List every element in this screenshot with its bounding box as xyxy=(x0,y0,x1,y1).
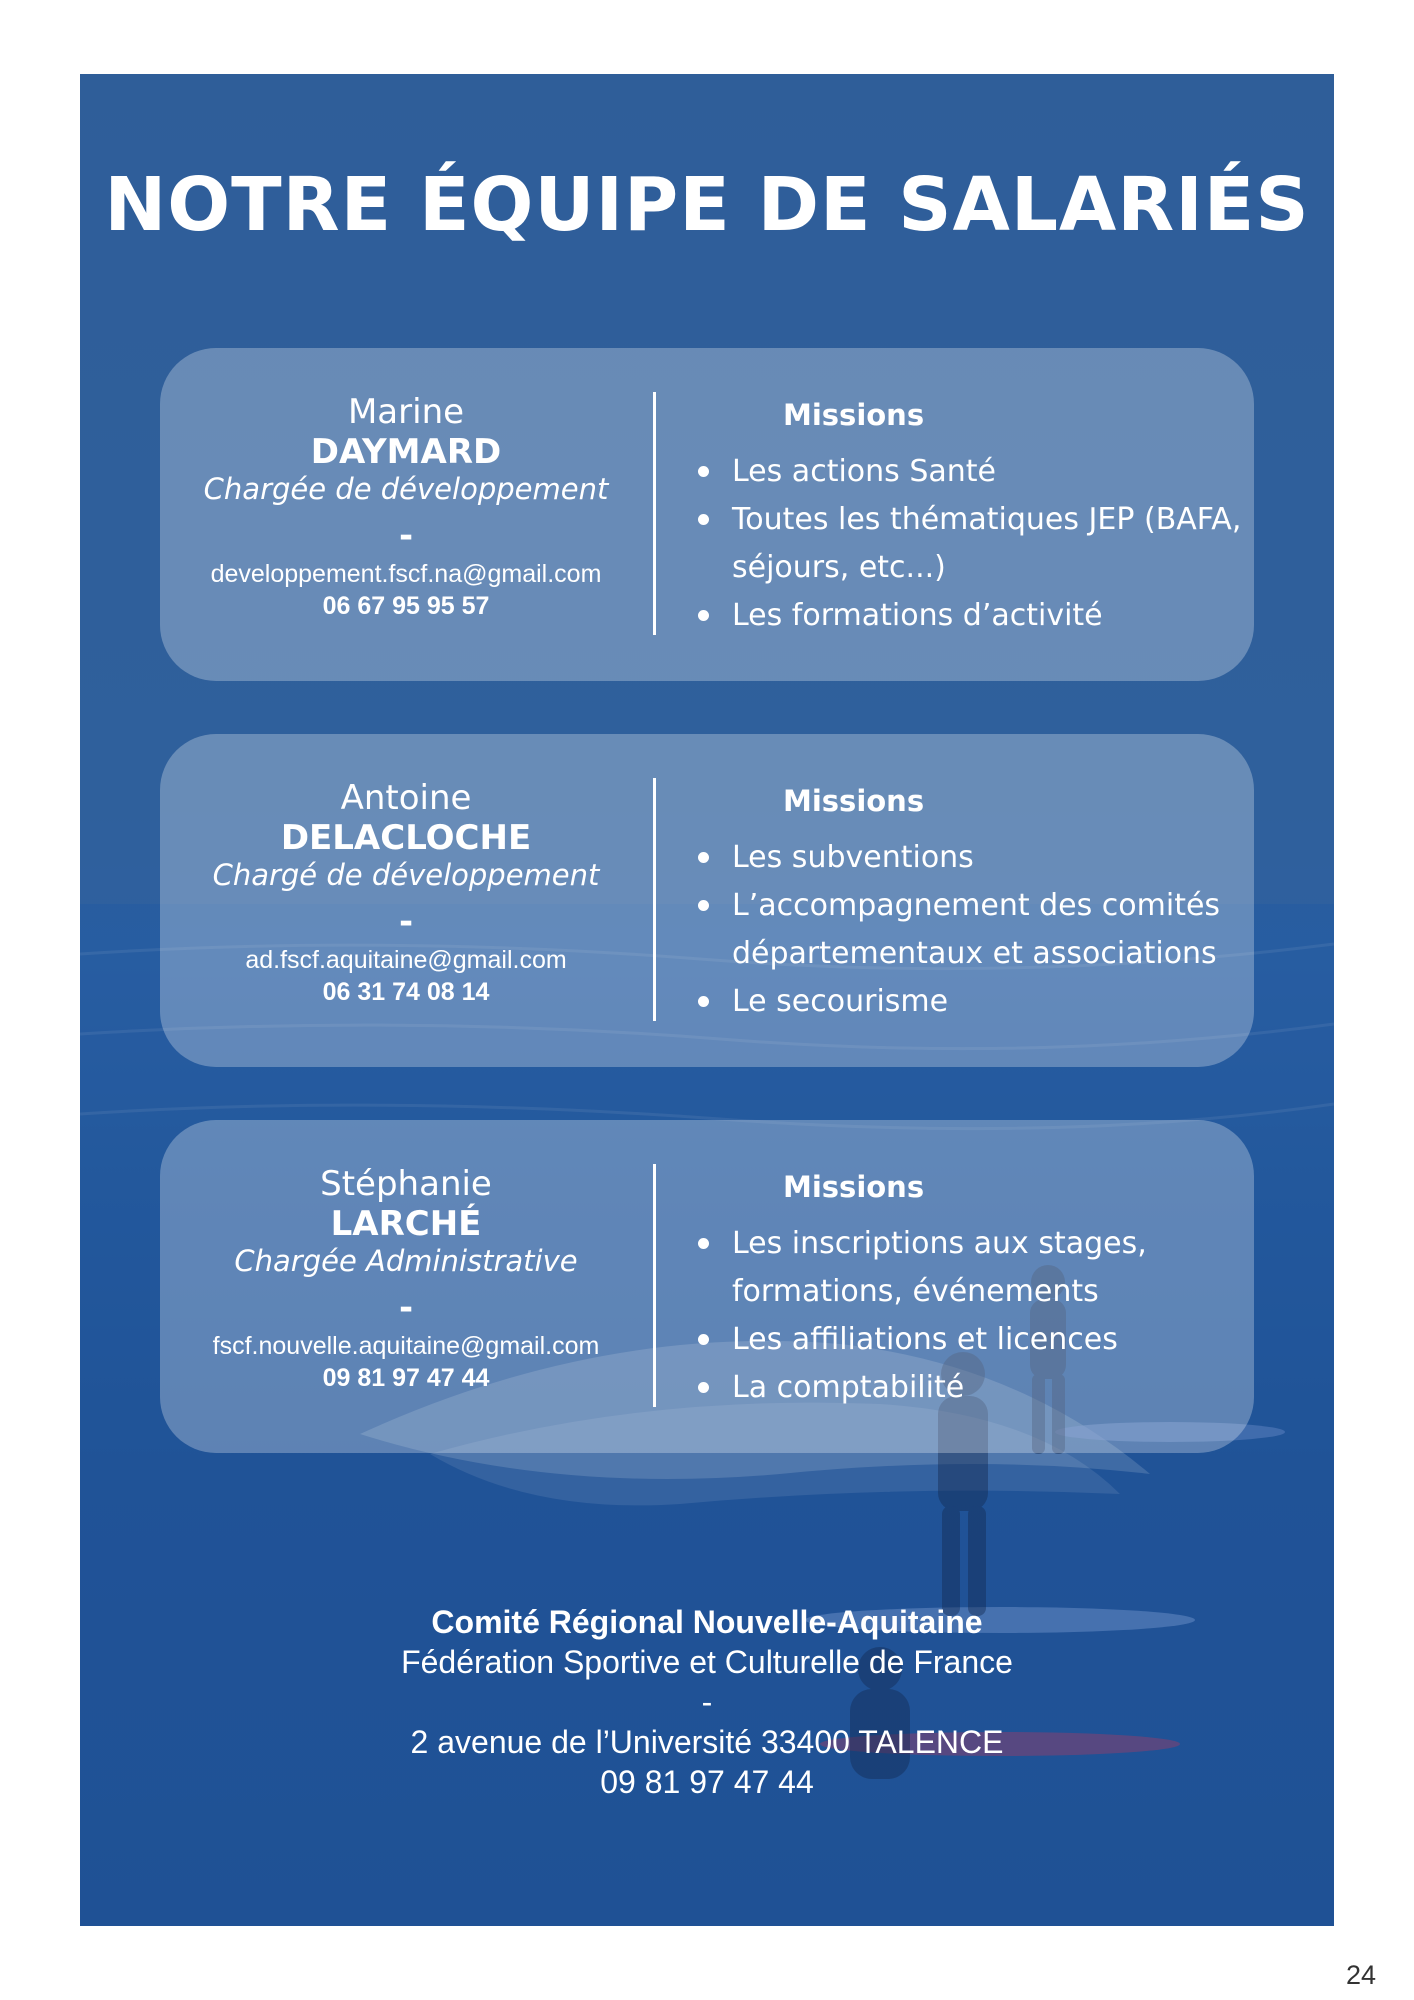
footer-org: Comité Régional Nouvelle-Aquitaine xyxy=(431,1604,983,1640)
mission-item: L’accompagnement des comités départementaux et associations xyxy=(680,882,1252,978)
footer-separator: - xyxy=(701,1684,713,1720)
staff-email: fscf.nouvelle.aquitaine@gmail.com xyxy=(212,1332,600,1360)
staff-card-daymard xyxy=(160,348,1254,681)
staff-first-name: Stéphanie xyxy=(320,1164,492,1204)
separator: - xyxy=(398,516,414,556)
staff-role: Chargé de développement xyxy=(212,858,600,892)
missions-heading: Missions xyxy=(783,784,925,818)
footer-federation: Fédération Sportive et Culturelle de France xyxy=(401,1644,1013,1680)
separator: - xyxy=(398,902,414,942)
mission-item: Toutes les thématiques JEP (BAFA, séjours, etc...) xyxy=(680,496,1252,592)
staff-email: ad.fscf.aquitaine@gmail.com xyxy=(245,946,567,974)
footer-phone: 09 81 97 47 44 xyxy=(600,1764,814,1800)
missions-list xyxy=(680,1220,1252,1412)
footer-contact xyxy=(80,1602,1334,1802)
staff-phone: 09 81 97 47 44 xyxy=(322,1364,490,1392)
missions-heading: Missions xyxy=(783,398,925,432)
staff-first-name: Antoine xyxy=(340,778,472,818)
page-title: NOTRE ÉQUIPE DE SALARIÉS xyxy=(104,162,1310,248)
staff-card-larche xyxy=(160,1120,1254,1453)
mission-item: Les formations d’activité xyxy=(680,592,1252,640)
missions-list xyxy=(680,448,1252,640)
staff-first-name: Marine xyxy=(347,392,465,432)
missions-panel xyxy=(680,1120,1240,1453)
vertical-divider xyxy=(653,778,656,1021)
mission-item: Les affiliations et licences xyxy=(680,1316,1252,1364)
poster xyxy=(80,74,1334,1926)
mission-item: Le secourisme xyxy=(680,978,1252,1026)
missions-panel xyxy=(680,734,1240,1067)
mission-item: Les subventions xyxy=(680,834,1252,882)
staff-contact xyxy=(160,1120,652,1453)
missions-heading: Missions xyxy=(783,1170,925,1204)
footer-address: 2 avenue de l’Université 33400 TALENCE xyxy=(410,1724,1004,1760)
missions-list xyxy=(680,834,1252,1026)
separator: - xyxy=(398,1288,414,1328)
staff-role: Chargée Administrative xyxy=(234,1244,578,1278)
vertical-divider xyxy=(653,392,656,635)
staff-phone: 06 31 74 08 14 xyxy=(322,978,490,1006)
staff-email: developpement.fscf.na@gmail.com xyxy=(210,560,602,588)
staff-last-name: DAYMARD xyxy=(310,432,502,472)
staff-card-delacloche xyxy=(160,734,1254,1067)
mission-item: La comptabilité xyxy=(680,1364,1252,1412)
mission-item: Les actions Santé xyxy=(680,448,1252,496)
vertical-divider xyxy=(653,1164,656,1407)
staff-role: Chargée de développement xyxy=(203,472,609,506)
staff-last-name: DELACLOCHE xyxy=(280,818,532,858)
staff-contact xyxy=(160,348,652,681)
page-number: 24 xyxy=(1345,1960,1376,1990)
staff-last-name: LARCHÉ xyxy=(330,1204,482,1244)
missions-panel xyxy=(680,348,1240,681)
staff-phone: 06 67 95 95 57 xyxy=(322,592,490,620)
staff-contact xyxy=(160,734,652,1067)
mission-item: Les inscriptions aux stages, formations, événements xyxy=(680,1220,1252,1316)
